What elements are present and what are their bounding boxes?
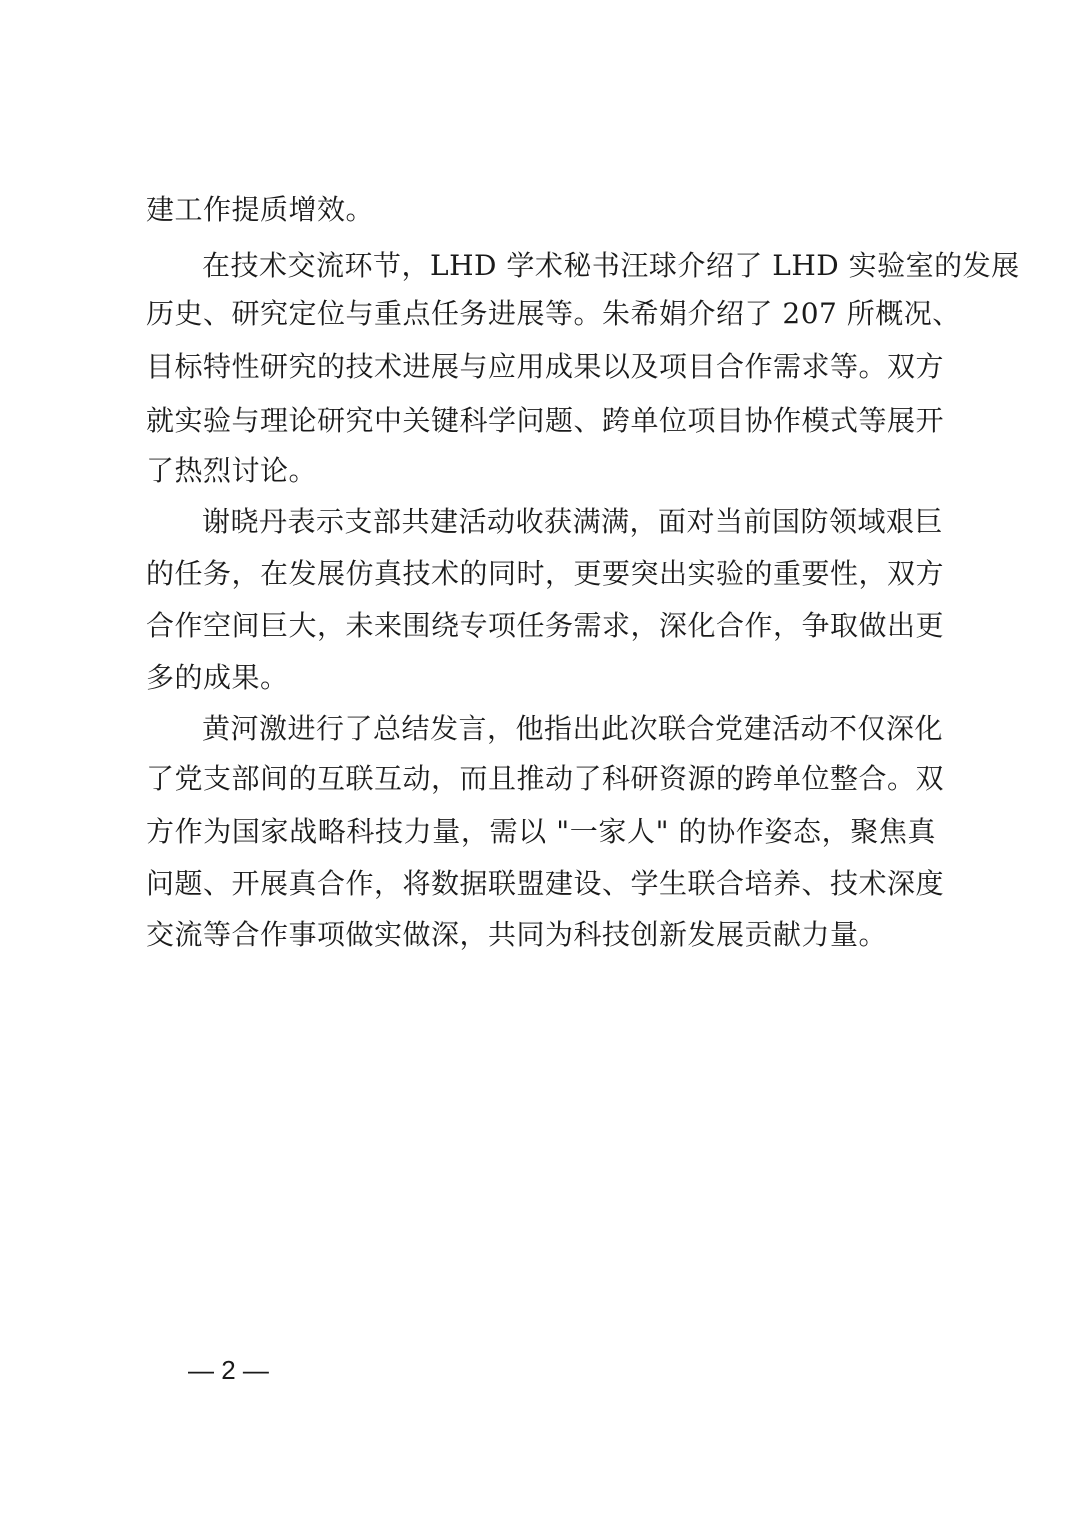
paragraph-line: 合作空间巨大，未来围绕专项任务需求，深化合作，争取做出更 [146,609,945,642]
paragraph-line: 历史、研究定位与重点任务进展等。朱希娟介绍了 207 所概况、 [146,297,961,330]
paragraph-line: 就实验与理论研究中关键科学问题、跨单位项目协作模式等展开 [146,404,945,437]
paragraph-line: 了党支部间的互联互动，而且推动了科研资源的跨单位整合。双 [146,762,945,795]
paragraph-line: 了热烈讨论。 [146,454,318,487]
paragraph-line: 问题、开展真合作，将数据联盟建设、学生联合培养、技术深度 [146,867,945,900]
paragraph-line: 谢晓丹表示支部共建活动收获满满，面对当前国防领域艰巨 [202,505,944,538]
paragraph-line: 方作为国家战略科技力量，需以 "一家人" 的协作姿态，聚焦真 [146,815,936,848]
paragraph-line: 交流等合作事项做实做深，共同为科技创新发展贡献力量。 [146,918,888,951]
paragraph-line: 目标特性研究的技术进展与应用成果以及项目合作需求等。双方 [146,350,945,383]
paragraph-line: 多的成果。 [146,661,289,694]
paragraph-line: 黄河激进行了总结发言，他指出此次联合党建活动不仅深化 [202,712,944,745]
paragraph-line: 的任务，在发展仿真技术的同时，更要突出实验的重要性，双方 [146,557,945,590]
paragraph-line: 建工作提质增效。 [146,193,375,226]
page-number: — 2 — [188,1355,269,1385]
paragraph-line: 在技术交流环节，LHD 学术秘书汪球介绍了 LHD 实验室的发展 [202,249,1020,282]
